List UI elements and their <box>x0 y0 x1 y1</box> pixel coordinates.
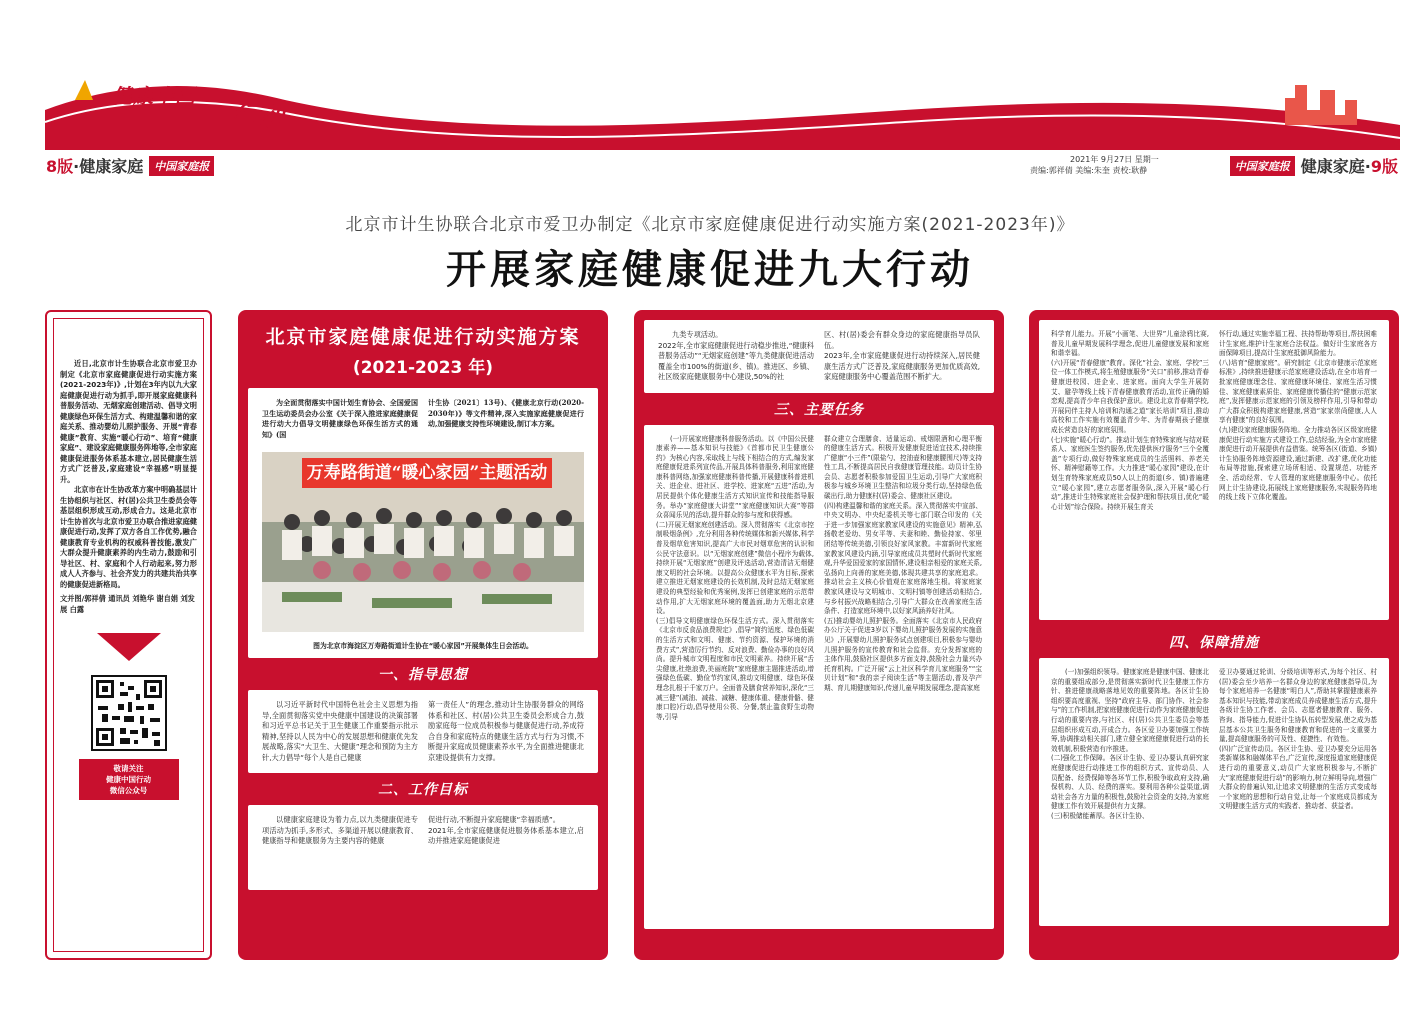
photo-banner-text: 万寿路街道“暖心家园”主题活动 <box>302 458 552 488</box>
paper-name-left: 中国家庭报 <box>149 156 214 176</box>
issue-meta <box>1030 154 1159 176</box>
section-heading-goals: 二、工作目标 <box>378 782 468 798</box>
goals-continued-right: 区、村(居)委会有群众身边的家庭健康指导员队伍。 2023年,全市家庭健康促进行动持续深入,居民健康生活方式广泛普及,家庭健康服务更加优质高效,家庭健康服务中心覆盖范围不断扩大。 <box>824 330 980 381</box>
left-section-name: ·健康家庭 <box>73 157 144 176</box>
page-number-left <box>46 154 214 177</box>
right-section-name: 健康家庭· <box>1300 157 1371 176</box>
qr-caption-text: 敬请关注 健康中国行动 微信公众号 <box>106 764 151 795</box>
lead-column <box>45 310 212 960</box>
goals-continued-box <box>644 320 994 393</box>
goals-continued-left: 九类专项活动。 2022年,全市家庭健康促进行动稳步推进,“健康科普服务活动”“无烟家庭创建”等九类健康促进活动覆盖全市100%的街道(乡、镇)。推进区、乡镇、社区级家庭健康服务中心建设,50%的社 <box>658 330 814 381</box>
lead-paragraph-2: 北京市在计生协改革方案中明确基层计生协组织与社区、村(居)公共卫生委员会等基层组织形成互动,形成合力。这是北京市计生协首次与北京市爱卫办联合推进家庭健康促进行动,发挥了双方各自工作优势,融合健康教育专业机构的权威科普技能,激发广大群众提升健康素养的内生动力,鼓励和引导社区、村、家庭和个人行动起来,努力形成人人齐参与、社会齐发力的共建共治共享的健康促进新格局。 <box>60 485 197 589</box>
safeguards-panel <box>1029 310 1399 960</box>
goals-text-left: 以健康家庭建设为着力点,以九类健康促进专项活动为抓手,多形式、多渠道开展以健康教育、健康指导和健康服务为主要内容的健康 <box>262 815 418 845</box>
guiding-box <box>248 690 598 773</box>
right-page-no: 9版 <box>1370 157 1398 176</box>
plan-intro-left: 为全面贯彻落实中国计划生育协会、全国爱国卫生运动委员会办公室《关于深入推进家庭健康促进行动大力倡导文明健康绿色环保生活方式的通知》(国 <box>262 398 418 439</box>
paper-name-right: 中国家庭报 <box>1230 156 1295 176</box>
photo-caption: 图为北京市海淀区万寿路街道计生协在“暖心家园”开展集体生日会活动。 <box>313 642 533 650</box>
down-arrow-icon <box>97 633 161 661</box>
plan-intro-box <box>248 388 598 658</box>
plan-years: (2021-2023 年) <box>352 358 494 378</box>
tasks-box <box>644 425 994 929</box>
page-number-right <box>1230 154 1398 177</box>
issue-date: 2021年 9月27日 星期一 <box>1070 155 1159 164</box>
section-heading-safeguards: 四、保障措施 <box>1169 635 1259 651</box>
tasks-continued-right: 怀行动,通过实施幸福工程、扶持帮助等项目,帮扶困难计生家庭,维护计生家庭合法权益。做好计生家庭各方面保障项目,提高计生家庭抵御风险能力。 (八)培育“健康家庭”。研究制定《北京市健康示范家庭标准》,持续推进健康示范家庭建设活动,在全市培育一批家庭健康理念佳、家庭健康环境佳、家庭生活习惯佳、家庭健康素质佳、家庭健康传播佳的“健康示范家庭”,发挥健康示范家庭的引领及榜样作用,引导和带动广大群众积极构建家庭健康,营造“家家崇尚健康,人人享有健康”的良好氛围。 (九)建设家庭健康服务阵地。全力推动各区区级家庭健康促进行动实施方式建设工作,总结经验,为全市家庭健康促进行动开展提供有益借鉴。统筹各区(街道、乡镇)计生协服务阵地资源建设,通过新建、改扩建,优化功能布局等措施,探索建立场所相适、设置规范、功能齐全、活动经常、专人管理的家庭健康服务中心。依托网上计生协建设,拓展线上家庭健康服务,实现服务阵地的线上线下立体化覆盖。 <box>1219 330 1377 502</box>
plan-intro-right: 计生协〔2021〕13号)、《健康北京行动(2020-2030年)》等文件精神,深入实施家庭健康促进行动,加强健康支持性环境建设,制订本方案。 <box>428 398 584 428</box>
guiding-text-right: 第一责任人”的理念,推动计生协服务群众的网络体系和社区、村(居)公共卫生委员会形成合力,鼓励家庭每一位成员积极参与健康促进行动,养成符合自身和家庭特点的健康生活方式与行为习惯,不断提升家庭成员健康素养水平,为全面推进健康北京建设提供有力支撑。 <box>428 700 584 762</box>
tasks-text-left: (一)开展家庭健康科普服务活动。以《中国公民健康素养——基本知识与技能》《首都市民卫生健康公约》为核心内容,采取线上与线下相结合的方式,编发家庭健康促进系列宣传品,开展具体科普服务,利用家庭健康科普网络,加强家庭健康科普传播,开展健康科普进机关、进企业、进社区、进学校、进家庭“五进”活动,为居民提供个体化健康生活方式知识宣传和技能指导服务。举办“家庭健康大讲堂”“家庭健康知识大赛”等群众喜闻乐见的活动,提升群众的参与度和获得感。 (二)开展无烟家庭创建活动。深入贯彻落实《北京市控制吸烟条例》,充分利用各种传统媒体和新兴媒体,科学普及烟草危害知识,提高广大市民对烟草危害的认识和公民守法意识。以“无烟家庭创建”微信小程序为载体,持续开展“无烟家庭”创建及评选活动,营造清洁无烟健康文明的社会环境。以提高公众健康水平为目标,探索建立推进无烟家庭建设的长效机制,及时总结无烟家庭建设的典型经验和优秀案例,发挥已创建家庭的示范带动作用,扩大无烟家庭环境的覆盖面,助力无烟北京建设。 (三)倡导文明健康绿色环保生活方式。深入贯彻落实《北京市反食品浪费规定》,倡导“简约适度、绿色低碳的生活方式和文明、健康、节约资源、保护环境的消费方式”,营造厉行节约、反对浪费、勤俭办事的良好风尚。提升城市文明程度和市民文明素养。持续开展“舌尖健康,杜绝浪费,美丽庭院”家庭健康主题推进活动,增强绿色低碳、勤俭节约家风,推动文明健康、绿色环保理念扎根于千家万户。全面普及膳食营养知识,深化“三减三健”(减油、减盐、减糖、健康体重、健康骨骼、健康口腔)行动,倡导使用公筷、分餐,禁止滥食野生动物等,引导 <box>656 434 814 721</box>
activity-photo <box>262 452 584 632</box>
article-subhead: 北京市计生协联合北京市爱卫办制定《北京市家庭健康促进行动实施方案(2021-2023年)》 <box>345 215 1075 235</box>
tasks-text-right: 群众建立合理膳食、适量运动、戒烟限酒和心理平衡的健康生活方式。积极开发健康促进适宜技术,持续推广健康“小三件”(限盐勺、控油壶和健康腰围尺)等支持性工具,不断提高居民自我健康管理技能。动员计生协会员、志愿者积极参加爱国卫生运动,引导广大家庭积极参与城乡环境卫生整洁和垃圾分类行动,坚持绿色低碳出行,助力健康村(居)委会、健康社区建设。 (四)构建温馨和谐的家庭关系。深入贯彻落实中宣部、中央文明办、中央纪委机关等七部门联合印发的《关于进一步加强家庭家教家风建设的实施意见》精神,弘扬敬老爱幼、男女平等、夫妻和睦、勤俭持家、邻里团结等传统美德,引领良好家风家教。丰富新时代家庭家教家风建设内涵,引导家庭成员共塑时代新时代家庭观,升华爱国爱家的家国情怀,建设相亲相爱的家庭关系,弘扬向上向善的家庭美德,体现共建共享的家庭追求。推动社会主义核心价值观在家庭落地生根。将家庭家教家风建设与文明城市、文明村镇等创建活动相结合,与乡村振兴战略相结合,引导广大群众在改善家庭生活条件、打造家庭环境中,以好家风涵养好社风。 (五)推动婴幼儿照护服务。全面落实《北京市人民政府办公厅关于促进3岁以下婴幼儿照护服务发展的实施意见》,开展婴幼儿照护服务试点创建项目,积极参与婴幼儿照护服务的宣传教育和社会监督。充分发挥家庭的主体作用,鼓励社区提供多方面支持,鼓励社会力量兴办托育机构。广泛开展“云上社区科学育儿家庭服务”“宝贝计划”和“我的亲子阅读生活”等主题活动,普及孕产期、育儿期健康知识,传递儿童早期发展理念,提高家庭 <box>824 434 982 692</box>
banner-logo-text2: 行动 <box>232 102 285 132</box>
banner-logo-text: 健康中国 <box>112 84 196 108</box>
tasks-continued-box <box>1039 320 1389 620</box>
guiding-text-left: 以习近平新时代中国特色社会主义思想为指导,全面贯彻落实党中央健康中国建设的决策部署和习近平总书记关于卫生健康工作重要指示批示精神,坚持以人民为中心的发展思想和健康优先发展战略,落实“大卫生、大健康”理念和预防为主方针,大力倡导“每个人是自己健康 <box>262 700 418 762</box>
left-page-no: 8版 <box>46 157 74 176</box>
tasks-continued-left: 科学育儿能力。开展“小画笔、大世界”儿童涂鸦比赛,普及儿童早期发展科学理念,促进儿童健康发展和家庭和谐幸福。 (六)开展“青春健康”教育。深化“社会、家庭、学校”三位一体工作模式,将生殖健康服务“关口”前移,推动青春健康进校园、进企业、进家庭。面向大学生开展防艾、避孕等线上线下青春健康教育活动,宣传正确的婚恋观,提高青少年自我保护意识。建设北京青春期学校,开展同伴主持人培训和沟通之道“家长培训”项目,推动高校和工作实施有效覆盖青少年、为青春期孩子健康成长营造良好的家庭氛围。 (七)实施“暖心行动”。推动计划生育特殊家庭与结对联系人、家庭医生签约服务,优先提供医疗服务“三个全覆盖”专项行动,做好特殊家庭成员的生活照料、养老关怀、精神慰藉等工作。大力推进“暖心家园”建设,在计划生育特殊家庭成员50人以上的街道(乡、镇)普遍建立“暖心家园”,建立志愿者服务队,深入开展“暖心行动”,推进计生特殊家庭社会保护理和帮扶项目,优化“暖心计划”综合保险。持续开展生育关 <box>1051 330 1209 511</box>
author-credit: 文并图/郭祥倩 通讯员 刘艳华 谢自娟 刘发展 白露 <box>60 594 195 614</box>
article-headline: 开展家庭健康促进九大行动 <box>446 246 974 293</box>
safeguards-box <box>1039 658 1389 926</box>
qr-caption <box>79 759 179 800</box>
tasks-panel <box>634 310 1004 960</box>
plan-title: 北京市家庭健康促进行动实施方案 <box>265 326 581 348</box>
qr-code-icon <box>91 675 167 751</box>
plan-panel <box>238 310 608 960</box>
section-heading-tasks: 三、主要任务 <box>774 401 864 418</box>
lead-paragraph-1: 近日,北京市计生协联合北京市爱卫办制定《北京市家庭健康促进行动实施方案(2021-2023年)》,计划在3年内以九大家庭健康促进行动为抓手,即开展家庭健康科普服务活动、无烟家庭创建活动、倡导文明健康绿色环保生活方式、构建温馨和谐的家庭关系、推动婴幼儿照护服务、开展“青春健康”教育、实施“暖心行动”、培育“健康家庭”、建设家庭健康服务阵地等,全市家庭健康促进服务体系基本建立,居民健康生活方式广泛普及,家庭建设“幸福感”明显提升。 <box>60 359 197 484</box>
goals-box <box>248 805 598 890</box>
section-heading-guiding: 一、指导思想 <box>378 667 468 683</box>
goals-text-right: 促进行动,不断提升家庭健康“幸福质感”。 2021年,全市家庭健康促进服务体系基本建立,启动并推进家庭健康促进 <box>428 815 584 845</box>
safeguards-text-right: 爱卫办要通过轮训、分级培训等形式,为每个社区、村(居)委会至少培养一名群众身边的家庭健康指导员,为每个家庭培养一名健康“明白人”,帮助其掌握健康素养基本知识与技能,带动家庭成员养成健康生活方式,提升各级计生协工作者、会员、志愿者健康教育、服务、咨询、指导能力,促进计生协队伍转型发展,使之成为基层基本公共卫生服务和健康教育和促进的一支重要力量,提高健康服务的可及性、便捷性、有效性。 (四)广泛宣传动员。各区计生协、爱卫办要充分运用各类新媒体和融媒体平台,广泛宣传,深度报道家庭健康促进行动的重要意义,动员广大家庭积极参与,不断扩大“家庭健康促进行动”的影响力,树立鲜明导向,增强广大群众的普遍认知,让追求文明健康的生活方式变成每一个家庭的思想和行动自觉,让每一个家庭成员都成为文明健康生活方式的实践者、推动者、获益者。 <box>1219 668 1377 811</box>
safeguards-text-left: (一)加强组织领导。健康家庭是健康中国、健康北京的重要组成部分,是贯彻落实新时代卫生健康工作方针、推进健康战略落地见效的重要阵地。各区计生协组织要高度重视、坚持“政府主导、部门协作、社会参与”的工作机制,把家庭健康促进行动作为家庭健康促进行动的重要内容,与社区、村(居)公共卫生委员会等基层组织形成互动,开成合力。各区爱卫办要加强工作统筹,协调推动相关部门,建立健全家庭健康促进行动的长效机制,积极营造有序推进。 (二)强化工作保障。各区计生协、爱卫办要认真研究家庭健康促进行动推进工作的组织方式、宣传动员、人员配备、经费保障等各环节工作,积极争取政府支持,确保机构、人员、经费的落实。要利用各种公益渠道,调动社会各方力量的积极性,鼓励社会资金的支持,为家庭健康工作有效开展提供有力支撑。 (三)积极储能蓄厚。各区计生协、 <box>1051 668 1209 820</box>
editor-credits: 责编:郭祥倩 美编:朱奎 责校:耿静 <box>1030 166 1148 175</box>
